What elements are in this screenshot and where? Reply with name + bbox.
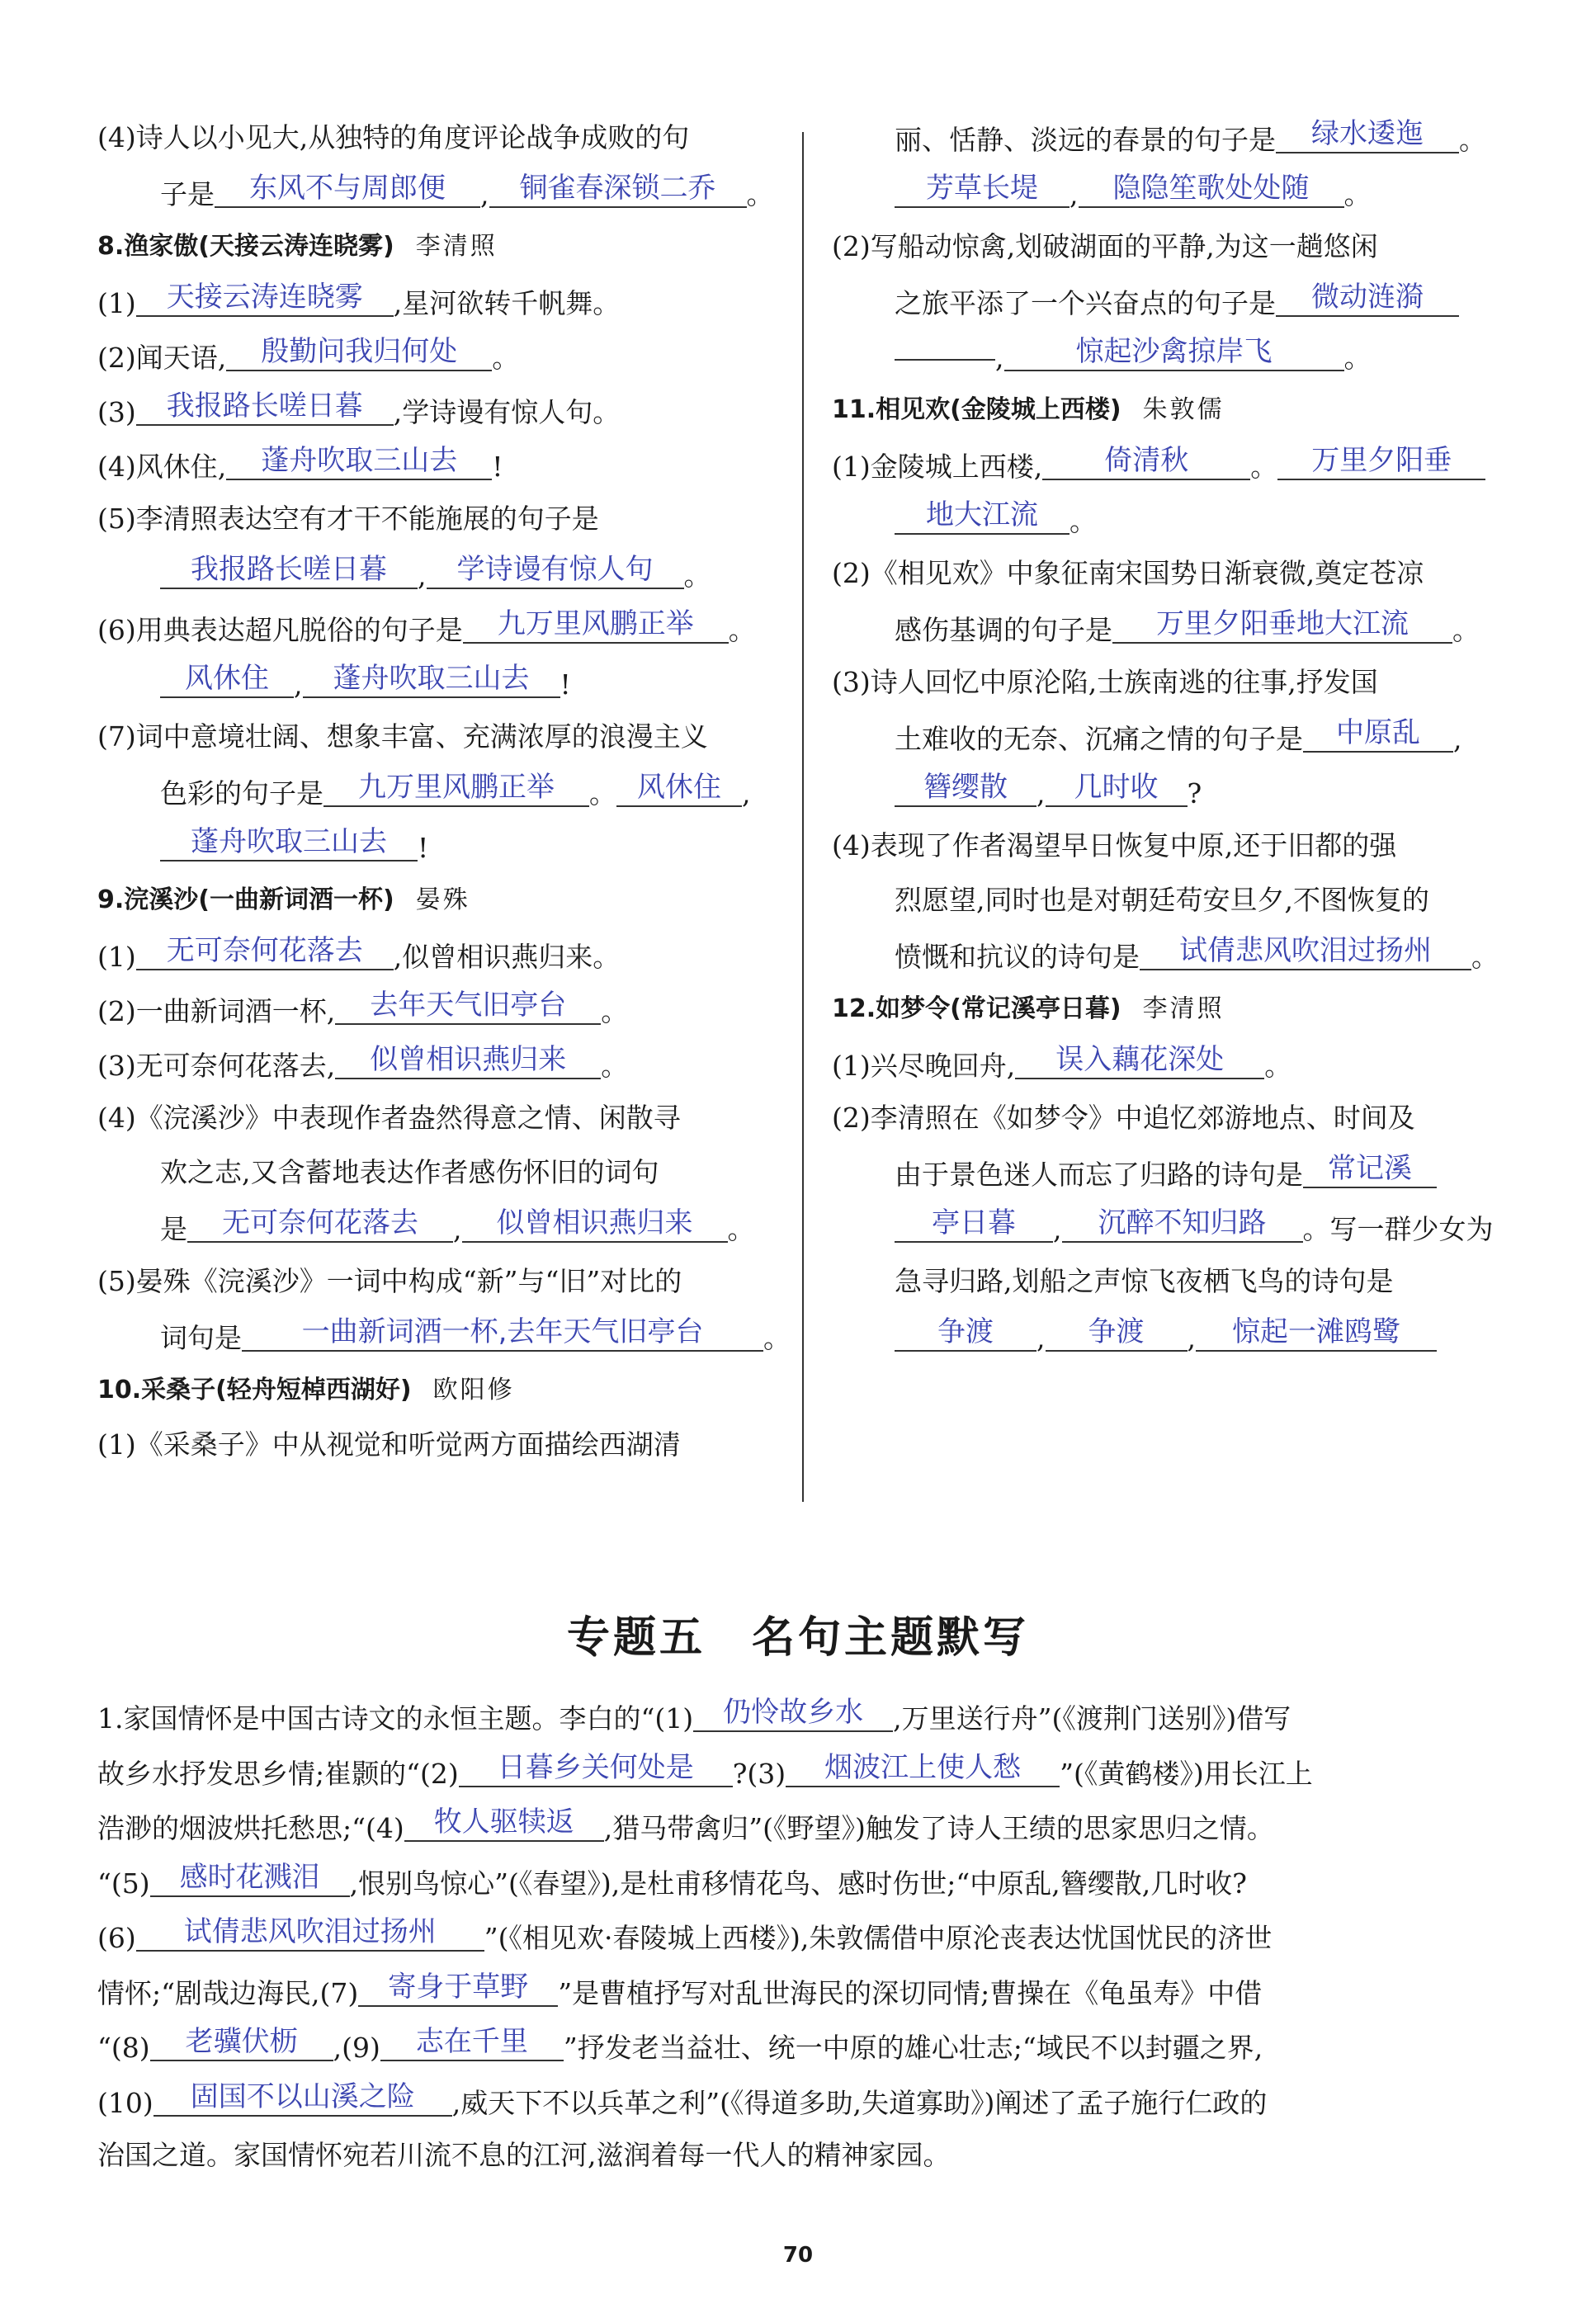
text-line — [832, 172, 1517, 233]
answer-blank: 九万里风鹏正举 — [323, 771, 589, 807]
text-line — [832, 1267, 1517, 1322]
text-segment: , — [1036, 777, 1046, 810]
text-segment: 12.如梦令(常记溪亭日暮) — [832, 994, 1121, 1023]
text-segment: 子是 — [160, 178, 215, 210]
text-segment: 词句是 — [160, 1322, 242, 1354]
answer-blank: 万里夕阳垂地大江流 — [1112, 607, 1452, 644]
page-number: 70 — [782, 2243, 814, 2268]
text-line — [97, 1915, 1517, 1977]
text-segment: “(5) — [97, 1867, 150, 1900]
text-line — [97, 1970, 1517, 2032]
answer-blank: 我报路长嗟日暮 — [136, 389, 394, 426]
text-segment: (6)用典表达超凡脱俗的句子是 — [97, 614, 463, 646]
text-segment: 急寻归路,划船之声惊飞夜栖飞鸟的诗句是 — [895, 1265, 1394, 1297]
text-segment: ”(《相见欢·春陵城上西楼》),朱敦儒借中原沦丧表达忧国忧民的济世 — [484, 1922, 1273, 1954]
answer-blank: 烟波江上使人愁 — [786, 1751, 1060, 1787]
right-column — [832, 117, 1517, 1376]
text-line — [97, 662, 782, 723]
text-line — [97, 121, 782, 178]
text-segment: 色彩的句子是 — [160, 777, 323, 810]
text-segment: (1) — [97, 941, 136, 973]
answer-blank: 惊起沙禽掠岸飞 — [1004, 335, 1344, 371]
answer-blank: 试倩悲风吹泪过扬州 — [136, 1915, 484, 1952]
text-line — [832, 607, 1517, 668]
text-line — [832, 771, 1517, 832]
bottom-paragraph — [97, 1696, 1517, 2197]
text-line — [97, 1806, 1517, 1867]
text-line — [832, 1152, 1517, 1213]
answer-blank: 倚清秋 — [1042, 444, 1250, 480]
text-segment: 。 — [601, 995, 629, 1027]
answer-blank: 志在千里 — [380, 2025, 564, 2061]
text-segment: 。 — [683, 559, 711, 592]
text-line — [97, 607, 782, 668]
text-segment: , — [418, 559, 427, 592]
text-line — [97, 1428, 782, 1485]
text-segment: , — [453, 1213, 462, 1245]
text-segment: , — [294, 668, 303, 701]
text-segment: , — [1070, 178, 1079, 210]
answer-blank: 蓬舟吹取三山去 — [226, 444, 492, 480]
text-segment: ,学诗谩有惊人句。 — [393, 396, 621, 428]
text-line — [832, 230, 1517, 287]
text-line — [832, 281, 1517, 342]
text-line — [97, 1206, 782, 1267]
answer-blank: 感时花溅泪 — [150, 1861, 350, 1897]
text-segment: 。 — [1343, 178, 1372, 210]
poem-heading — [97, 1376, 782, 1431]
answer-blank: 地大江流 — [895, 498, 1070, 535]
poem-author: 欧阳修 — [432, 1376, 515, 1404]
text-segment: 治国之道。家国情怀宛若川流不息的江河,滋润着每一代人的精神家园。 — [97, 2139, 951, 2171]
answer-blank: 惊起一滩鸥鹭 — [1196, 1315, 1437, 1352]
answer-blank: 蓬舟吹取三山去 — [303, 662, 560, 698]
text-line — [97, 2141, 1517, 2197]
answer-blank: 殷勤问我归何处 — [226, 335, 492, 371]
text-line — [832, 117, 1517, 178]
text-segment: 。 — [1264, 1050, 1292, 1082]
text-line — [97, 720, 782, 777]
answer-blank: 似曾相识燕归来 — [335, 1043, 601, 1079]
column-divider — [802, 132, 804, 1502]
text-segment: (1)《采桑子》中从视觉和听觉两方面描绘西湖清 — [97, 1428, 681, 1461]
poem-heading — [832, 995, 1517, 1050]
text-segment: ”是曹植抒写对乱世海民的深切同情;曹操在《龟虽寿》中借 — [558, 1976, 1263, 2009]
answer-blank: 一曲新词酒一杯,去年天气旧亭台 — [242, 1315, 763, 1352]
text-segment: , — [995, 342, 1004, 374]
text-segment: 。写一群少女为 — [1302, 1213, 1494, 1245]
section-title: 专题五 名句主题默写 — [566, 1613, 1029, 1663]
text-segment: (2)闻天语, — [97, 342, 227, 374]
text-segment: 。 — [746, 178, 774, 210]
text-line — [832, 559, 1517, 614]
text-segment: , — [742, 777, 751, 810]
answer-blank: 我报路长嗟日暮 — [160, 553, 418, 589]
text-segment: 丽、恬静、淡远的春景的句子是 — [895, 124, 1276, 156]
text-line — [832, 886, 1517, 941]
answer-blank: 芳草长堤 — [895, 172, 1070, 208]
answer-blank: 天接云涛连晓雾 — [136, 281, 394, 317]
text-line — [97, 1156, 782, 1213]
text-segment: 1.家国情怀是中国古诗文的永恒主题。李白的“(1) — [97, 1702, 694, 1735]
text-segment: “(8) — [97, 2032, 150, 2064]
text-segment: (4)表现了作者渴望早日恢复中原,还于旧都的强 — [832, 829, 1397, 861]
answer-blank: 日暮乡关何处是 — [459, 1751, 733, 1787]
poem-author: 晏殊 — [415, 885, 470, 914]
text-segment: ”抒发老当益壮、统一中原的雄心壮志;“域民不以封疆之界, — [563, 2032, 1263, 2064]
answer-blank: 仍怜故乡水 — [693, 1696, 893, 1732]
text-line — [97, 172, 782, 233]
text-line — [97, 1860, 1517, 1923]
text-segment: ,威天下不以兵革之利”(《得道多助,失道寡助》)阐述了孟子施行仁政的 — [451, 2086, 1268, 2119]
text-segment: (1)金陵城上西楼, — [832, 451, 1043, 483]
text-segment: (4)风休住, — [97, 451, 227, 483]
text-segment: , — [1453, 723, 1462, 755]
poem-author: 李清照 — [1142, 994, 1225, 1023]
text-segment: ,似曾相识燕归来。 — [393, 941, 621, 973]
answer-blank: 簪缨散 — [895, 771, 1036, 807]
text-segment: (2)写船动惊禽,划破湖面的平静,为这一趟悠闲 — [832, 230, 1378, 262]
poem-author: 李清照 — [415, 232, 498, 261]
text-segment: ,万里送行舟”(《渡荆门送别》)借写 — [893, 1702, 1291, 1735]
answer-blank: 常记溪 — [1303, 1152, 1437, 1188]
answer-blank: 争渡 — [1046, 1315, 1188, 1352]
answer-blank: 绿水逶迤 — [1276, 117, 1459, 153]
answer-blank: 万里夕阳垂 — [1277, 444, 1485, 480]
text-segment: (10) — [97, 2086, 153, 2119]
text-segment: ,恨别鸟惊心”(《春望》),是杜甫移情花鸟、感时伤世;“中原乱,簪缨散,几时收? — [349, 1867, 1247, 1900]
text-segment: (6) — [97, 1922, 136, 1954]
answer-blank: 固国不以山溪之险 — [153, 2080, 452, 2117]
text-segment: ! — [492, 451, 503, 483]
text-segment: 10.采桑子(轻舟短棹西湖好) — [97, 1376, 412, 1404]
text-segment: 。 — [589, 777, 616, 810]
text-segment: ,(9) — [333, 2032, 380, 2064]
text-segment: , — [1053, 1213, 1062, 1245]
text-line — [97, 1104, 782, 1159]
text-segment: 。 — [727, 1213, 755, 1245]
text-segment: (4)《浣溪沙》中表现作者盎然得意之情、闲散寻 — [97, 1102, 681, 1134]
text-segment: 故乡水抒发思乡情;崔颢的“(2) — [97, 1757, 459, 1790]
text-line — [97, 281, 782, 342]
text-segment: ,猎马带禽归”(《野望》)触发了诗人王绩的思家思归之情。 — [603, 1812, 1274, 1844]
text-line — [97, 1043, 782, 1104]
text-line — [97, 825, 782, 886]
poem-author: 朱敦儒 — [1142, 395, 1225, 424]
answer-blank: 沉醉不知归路 — [1062, 1206, 1303, 1243]
text-segment: ! — [418, 832, 429, 864]
text-line — [832, 444, 1517, 505]
answer-blank: 铜雀春深锁二乔 — [489, 172, 747, 208]
answer-blank: 东风不与周郎便 — [215, 172, 480, 208]
text-line — [832, 716, 1517, 777]
text-line — [97, 553, 782, 614]
text-segment: (5)李清照表达空有才干不能施展的句子是 — [97, 503, 599, 535]
text-segment: 。 — [1343, 342, 1372, 374]
poem-heading — [97, 886, 782, 941]
text-segment: 是 — [160, 1213, 187, 1245]
text-segment: 。 — [601, 1050, 629, 1082]
text-line — [97, 1267, 782, 1322]
text-segment: 。 — [1471, 941, 1499, 973]
answer-blank: 老骥伏枥 — [150, 2025, 333, 2061]
text-segment: (2)李清照在《如梦令》中追忆郊游地点、时间及 — [832, 1102, 1415, 1134]
text-segment: (2)《相见欢》中象征南宋国势日渐衰微,奠定苍凉 — [832, 557, 1424, 589]
text-line — [97, 389, 782, 451]
text-segment: (4)诗人以小见大,从独特的角度评论战争成败的句 — [97, 121, 690, 153]
text-segment: 。 — [1452, 614, 1480, 646]
text-segment: 由于景色迷人而忘了归路的诗句是 — [895, 1159, 1303, 1191]
answer-blank: 试倩悲风吹泪过扬州 — [1140, 934, 1471, 970]
answer-blank: 风休住 — [616, 771, 742, 807]
text-segment: 浩渺的烟波烘托愁思;“(4) — [97, 1812, 404, 1844]
text-segment: 9.浣溪沙(一曲新词酒一杯) — [97, 885, 394, 914]
text-line — [832, 829, 1517, 886]
text-segment: 烈愿望,同时也是对朝廷苟安旦夕,不图恢复的 — [895, 884, 1429, 916]
answer-blank: 无可奈何花落去 — [187, 1206, 453, 1243]
text-segment: (1)兴尽晚回舟, — [832, 1050, 1016, 1082]
answer-blank: 几时收 — [1046, 771, 1188, 807]
answer-blank: 九万里风鹏正举 — [463, 607, 729, 644]
text-segment: 土难收的无奈、沉痛之情的句子是 — [895, 723, 1303, 755]
answer-blank: 误入藕花深处 — [1015, 1043, 1264, 1079]
answer-blank: 风休住 — [160, 662, 294, 698]
text-line — [832, 335, 1517, 396]
text-segment: ”(《黄鹤楼》)用长江上 — [1060, 1757, 1313, 1790]
answer-blank: 隐隐笙歌处处随 — [1079, 172, 1344, 208]
answer-blank: 似曾相识燕归来 — [462, 1206, 728, 1243]
text-segment: 情怀;“剧哉边海民,(7) — [97, 1976, 359, 2009]
text-line — [832, 1315, 1517, 1376]
text-line — [97, 2025, 1517, 2087]
answer-blank: 亭日暮 — [895, 1206, 1053, 1243]
answer-blank: 争渡 — [895, 1315, 1036, 1352]
text-segment: 。 — [492, 342, 520, 374]
text-segment: (3)无可奈何花落去, — [97, 1050, 336, 1082]
text-line — [832, 498, 1517, 559]
text-line — [832, 1104, 1517, 1159]
answer-blank: 无可奈何花落去 — [136, 934, 394, 970]
text-line — [97, 335, 782, 396]
answer-blank: 牧人驱犊返 — [404, 1806, 604, 1842]
text-line — [97, 1696, 1517, 1758]
text-segment: 。 — [1459, 124, 1486, 156]
text-line — [97, 444, 782, 505]
text-segment: (3)诗人回忆中原沦陷,士族南逃的往事,抒发国 — [832, 666, 1378, 698]
text-segment: 11.相见欢(金陵城上西楼) — [832, 395, 1121, 424]
text-segment: (5)晏殊《浣溪沙》一词中构成“新”与“旧”对比的 — [97, 1265, 682, 1297]
text-segment: 欢之志,又含蓄地表达作者感伤怀旧的词句 — [160, 1156, 659, 1188]
text-segment: 。 — [728, 614, 756, 646]
left-column — [97, 121, 791, 1485]
answer-blank: 寄身于草野 — [358, 1971, 558, 2007]
poem-heading — [97, 233, 782, 287]
text-segment: , — [1036, 1322, 1046, 1354]
text-segment: 。 — [763, 1322, 791, 1354]
text-segment: ! — [560, 668, 571, 701]
text-segment: (3) — [97, 396, 136, 428]
text-line — [97, 505, 782, 559]
poem-heading — [832, 396, 1517, 451]
text-segment: , — [480, 178, 489, 210]
text-line — [97, 1315, 791, 1376]
text-line — [832, 1206, 1517, 1267]
answer-blank: 蓬舟吹取三山去 — [160, 825, 418, 861]
text-segment: ? — [1187, 777, 1202, 810]
answer-blank: 学诗谩有惊人句 — [427, 553, 684, 589]
text-segment: 感伤基调的句子是 — [895, 614, 1112, 646]
text-segment: ,星河欲转千帆舞。 — [393, 287, 621, 319]
text-line — [97, 989, 782, 1050]
text-segment: 8.渔家傲(天接云涛连晓雾) — [97, 232, 394, 261]
text-segment: ?(3) — [732, 1757, 786, 1790]
text-segment: , — [1187, 1322, 1196, 1354]
text-segment: 。 — [1070, 505, 1097, 537]
text-line — [97, 934, 782, 995]
text-segment: 。 — [1250, 451, 1278, 483]
text-line — [97, 1750, 1517, 1813]
answer-blank: 中原乱 — [1303, 716, 1453, 753]
answer-blank — [895, 357, 995, 361]
text-line — [832, 1043, 1517, 1104]
text-segment: 之旅平添了一个兴奋点的句子是 — [895, 287, 1276, 319]
text-segment: (2)一曲新词酒一杯, — [97, 995, 336, 1027]
text-line — [97, 2079, 1517, 2142]
answer-blank: 微动涟漪 — [1276, 281, 1459, 317]
text-line — [832, 668, 1517, 723]
text-segment: (7)词中意境壮阔、想象丰富、充满浓厚的浪漫主义 — [97, 720, 708, 753]
text-segment: (1) — [97, 287, 136, 319]
text-line — [97, 771, 782, 832]
text-segment: 愤慨和抗议的诗句是 — [895, 941, 1140, 973]
text-line — [832, 934, 1517, 995]
answer-blank: 去年天气旧亭台 — [335, 989, 601, 1025]
